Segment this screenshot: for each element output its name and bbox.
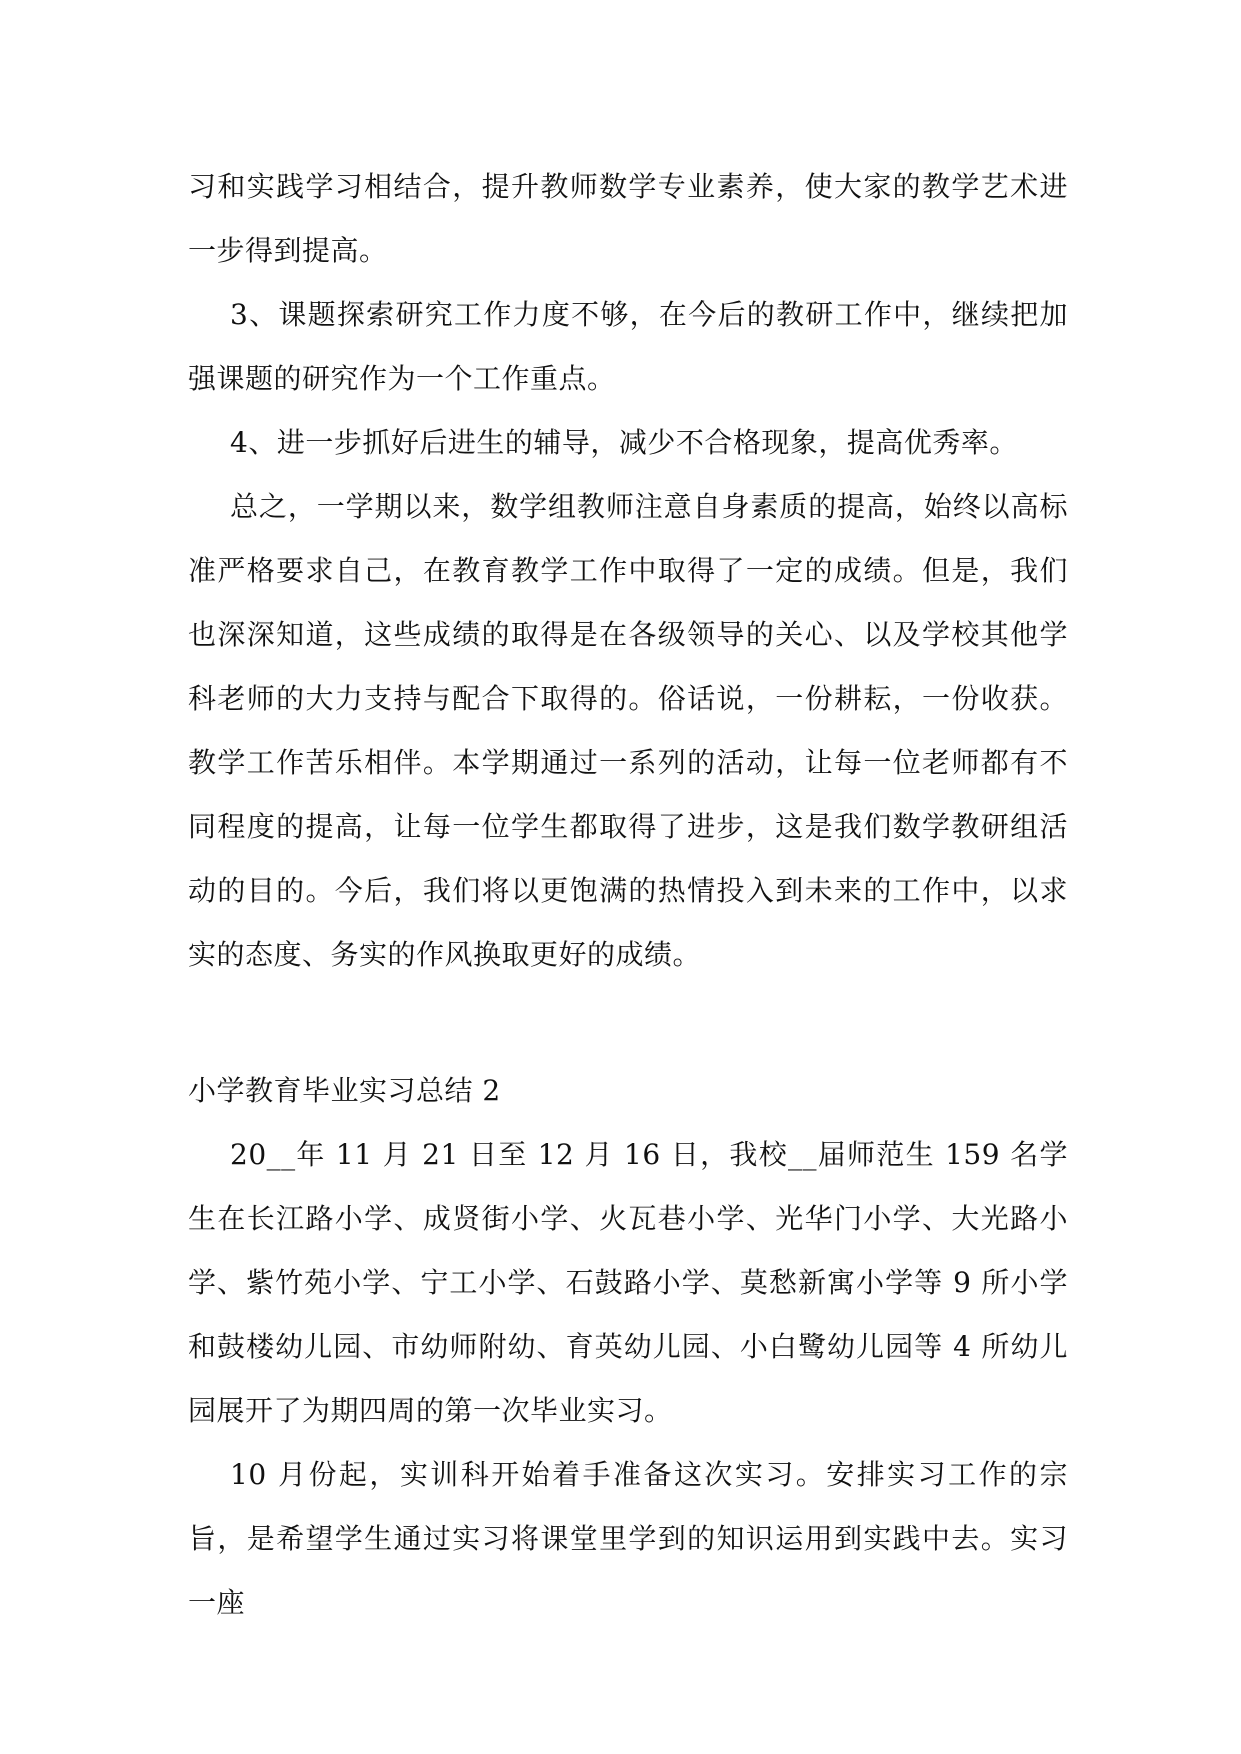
paragraph-internship-overview: 20__年 11 月 21 日至 12 月 16 日，我校__届师范生 159 名学生在长江路小学、成贤街小学、火瓦巷小学、光华门小学、大光路小学、紫竹苑小学、宁工小学、石鼓路小学、莫愁新寓小学等 9 所小学和鼓楼幼儿园、市幼师附幼、育英幼儿园、小白鹭幼儿园等 4 所幼儿园展开了为期四周的第一次毕业实习。 [188, 1138, 1068, 1427]
section-title: 小学教育毕业实习总结 2 [188, 1074, 501, 1107]
paragraph-item-3: 3、课题探索研究工作力度不够，在今后的教研工作中，继续把加强课题的研究作为一个工作重点。 [188, 298, 1068, 395]
paragraph-item-4: 4、进一步抓好后进生的辅导，减少不合格现象，提高优秀率。 [230, 426, 1018, 459]
paragraph-continuation: 习和实践学习相结合，提升教师数学专业素养，使大家的教学艺术进一步得到提高。 [188, 170, 1068, 267]
paragraph-summary: 总之，一学期以来，数学组教师注意自身素质的提高，始终以高标准严格要求自己，在教育教学工作中取得了一定的成绩。但是，我们也深深知道，这些成绩的取得是在各级领导的关心、以及学校其他学科老师的大力支持与配合下取得的。俗话说，一份耕耘，一份收获。教学工作苦乐相伴。本学期通过一系列的活动，让每一位老师都有不同程度的提高，让每一位学生都取得了进步，这是我们数学教研组活动的目的。今后，我们将以更饱满的热情投入到未来的工作中，以求实的态度、务实的作风换取更好的成绩。 [188, 490, 1068, 971]
document-body [188, 155, 1068, 1635]
paragraph-internship-preparation: 10 月份起，实训科开始着手准备这次实习。安排实习工作的宗旨，是希望学生通过实习将课堂里学到的知识运用到实践中去。实习一座 [188, 1458, 1068, 1619]
